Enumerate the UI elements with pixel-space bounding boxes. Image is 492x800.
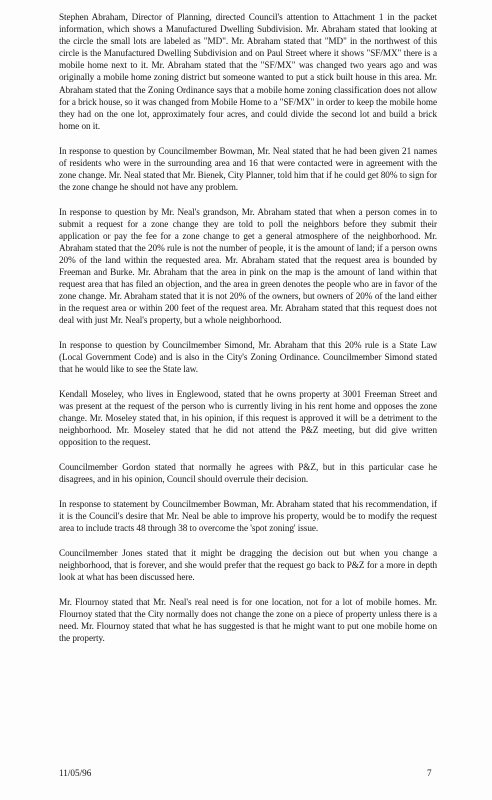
footer-date: 11/05/96 [59, 768, 92, 778]
paragraph-gordon-statement: Councilmember Gordon stated that normally he agrees with P&Z, but in this particular case he disagrees, and in his opinion, Council should overrule their decision. [59, 461, 437, 485]
paragraph-simond-question: In response to question by Councilmember Simond, Mr. Abraham that this 20% rule is a State Law (Local Government Code) and is also in the City's Zoning Ordinance. Councilmember Simond stated that he would like to see the State law. [59, 340, 437, 375]
paragraph-flournoy-statement: Mr. Flournoy stated that Mr. Neal's real need is for one location, not for a lot of mobile homes. Mr. Flournoy stated that the City normally does not change the zone on a piece of property unless there is a need. Mr. Flournoy stated that what he has suggested is that he might want to put one mobile home on the property. [59, 596, 437, 643]
paragraph-bowman-statement: In response to statement by Councilmember Bowman, Mr. Abraham stated that his recommendation, if it is the Council's desire that Mr. Neal be able to improve his property, would be to modify the request area to include tracts 48 through 38 to overcome the 'spot zoning' issue. [59, 498, 437, 533]
paragraph-bowman-question: In response to question by Councilmember Bowman, Mr. Neal stated that he had been given 21 names of residents who were in the surrounding area and 16 that were contacted were in agreement with the zone change. Mr. Neal stated that Mr. Bienek, City Planner, told him that if he could get 80% to sign for the zone change he should not have any problem. [59, 145, 437, 192]
paragraph-moseley-statement: Kendall Moseley, who lives in Englewood, stated that he owns property at 3001 Freeman Street and was present at the request of the person who is currently living in his rent home and opposes the zone change. Mr. Moseley stated that, in his opinion, if this request is approved it will be a detriment to the neighborhood. Mr. Moseley stated that he did not attend the P&Z meeting, but did give written opposition to the request. [59, 388, 437, 448]
page-number: 7 [427, 768, 432, 778]
document-body [59, 11, 437, 656]
paragraph-abraham-attachment: Stephen Abraham, Director of Planning, directed Council's attention to Attachment 1 in the packet information, which shows a Manufactured Dwelling Subdivision. Mr. Abraham stated that looking at the circle the small lots are labeled as "MD". Mr. Abraham stated that "MD" in the northwest of this circle is the Manufactured Dwelling Subdivision and on Paul Street where it shows "SF/MX" there is a mobile home next to it. Mr. Abraham stated that the "SF/MX" was changed two years ago and was originally a mobile home zoning district but someone wanted to put a stick built house in this area. Mr. Abraham stated that the Zoning Ordinance says that a mobile home zoning classification does not allow for a brick house, so it was changed from Mobile Home to a "SF/MX" in order to keep the mobile home they had on the one lot, approximately four acres, and could divide the second lot and build a brick home on it. [59, 12, 437, 131]
paragraph-jones-statement: Councilmember Jones stated that it might be dragging the decision out but when you change a neighborhood, that is forever, and she would prefer that the request go back to P&Z for a more in depth look at what has been discussed here. [59, 547, 437, 582]
paragraph-grandson-question: In response to question by Mr. Neal's grandson, Mr. Abraham stated that when a person comes in to submit a request for a zone change they are told to poll the neighbors before they submit their application or pay the fee for a zone change to get a general atmosphere of the neighborhood. Mr. Abraham stated that the 20% rule is not the number of people, it is the amount of land; if a person owns 20% of the land within the requested area. Mr. Abraham stated that the request area is bounded by Freeman and Burke. Mr. Abraham that the area in pink on the map is the amount of land within that request area that has filed an objection, and the area in green denotes the people who are in favor of the zone change. Mr. Abraham stated that it is not 20% of the owners, but owners of 20% of the land either in the request area or within 200 feet of the request area. Mr. Abraham stated that this request does not deal with just Mr. Neal's property, but a whole neighborhood. [59, 206, 437, 326]
